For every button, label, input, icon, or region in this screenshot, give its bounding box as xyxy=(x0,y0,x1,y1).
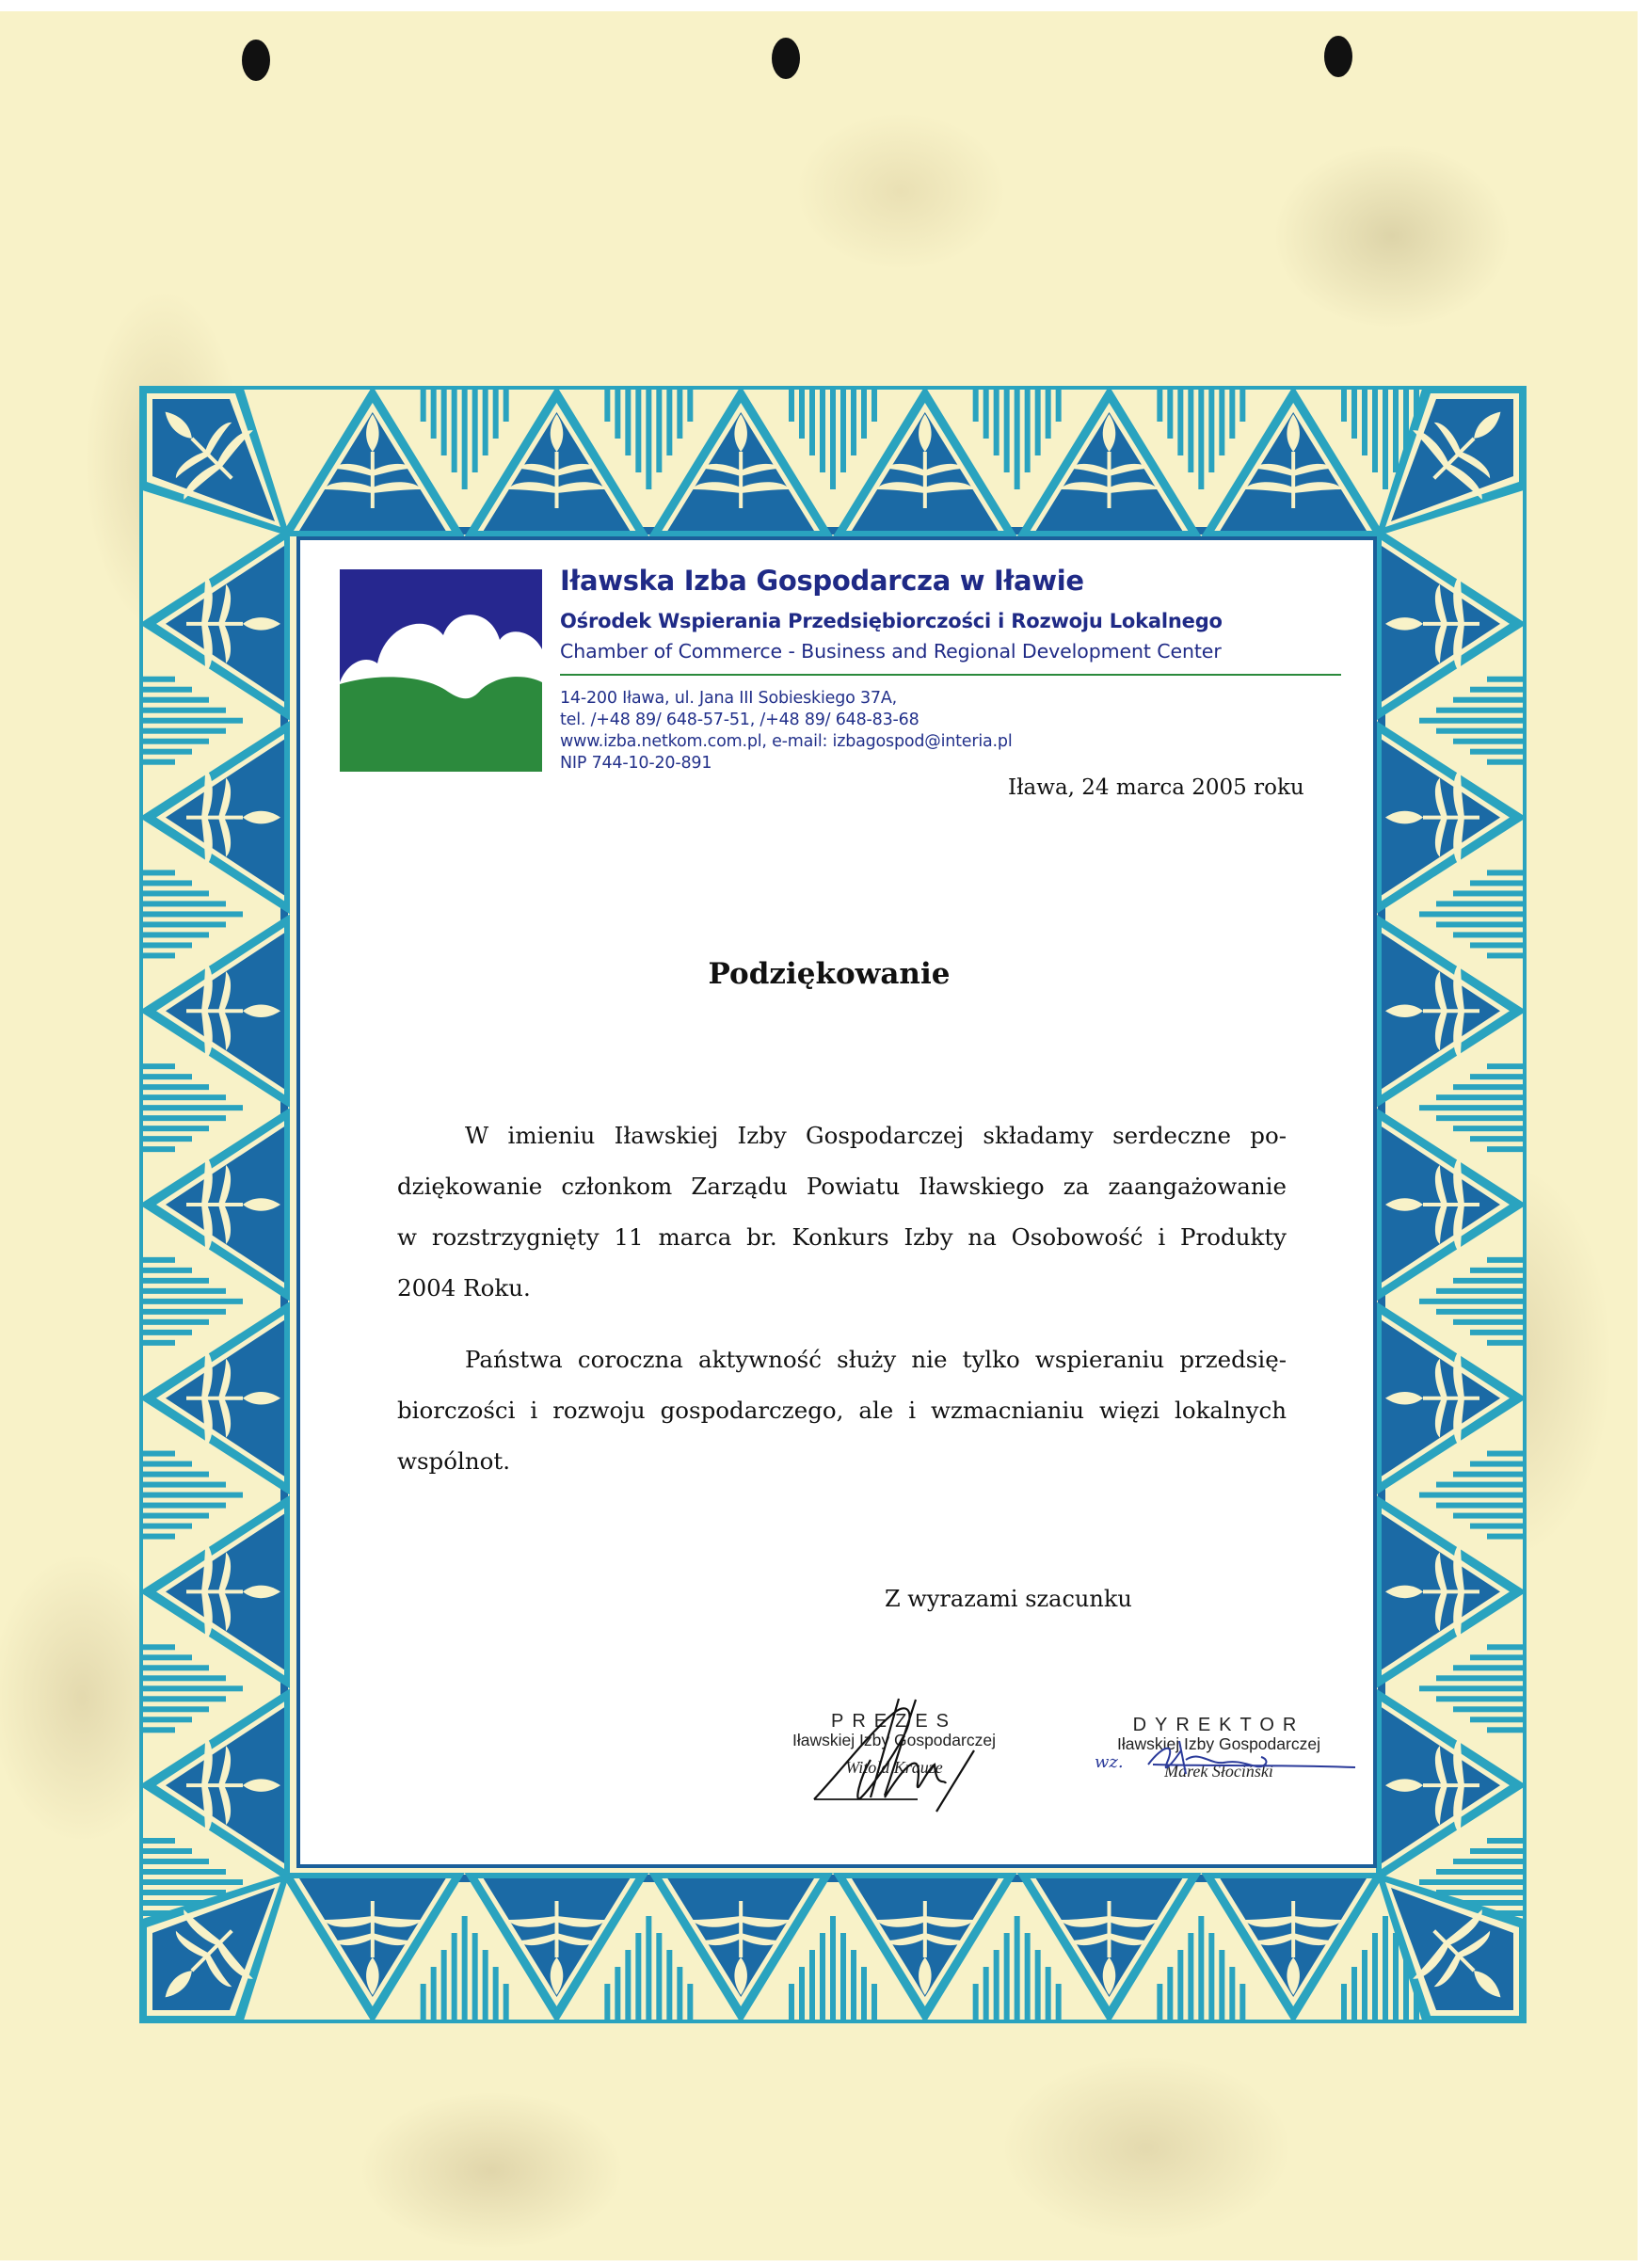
stripe xyxy=(462,1916,468,2020)
paragraph-1 xyxy=(397,1110,1287,1314)
stripe xyxy=(1470,749,1523,755)
stripe xyxy=(1453,890,1523,896)
stripe xyxy=(1453,697,1523,703)
stripe xyxy=(1167,1967,1173,2020)
stripe xyxy=(1453,1472,1523,1477)
stripe xyxy=(1229,386,1235,439)
closing-phrase: Z wyrazami szacunku xyxy=(885,1586,1132,1612)
stripe xyxy=(1436,1696,1523,1701)
stripe xyxy=(139,1094,226,1100)
stripe xyxy=(1470,1461,1523,1467)
organization-subtitle-en: Chamber of Commerce - Business and Regional Development Center xyxy=(560,640,1222,663)
stripe xyxy=(1046,386,1051,439)
stripe xyxy=(615,1967,620,2020)
stripe xyxy=(139,901,226,906)
stripe xyxy=(1362,1950,1367,2020)
stripe xyxy=(139,1859,209,1864)
stripe xyxy=(809,386,815,455)
stripe xyxy=(139,1461,192,1467)
stripe xyxy=(1208,386,1214,472)
stripe xyxy=(139,697,209,703)
stripe xyxy=(1470,1330,1523,1335)
stripe xyxy=(635,1933,641,2020)
letterhead-divider xyxy=(560,674,1341,676)
cloud-hill-logo xyxy=(340,569,542,772)
stripe xyxy=(1487,1451,1523,1457)
stripe xyxy=(1470,1268,1523,1273)
stripe xyxy=(139,1126,209,1131)
punch-hole xyxy=(772,38,800,79)
stripe xyxy=(139,1534,175,1540)
stripe xyxy=(1015,1916,1020,2020)
stripe xyxy=(656,1933,662,2020)
stripe xyxy=(1208,1933,1214,2020)
stripe xyxy=(1229,1967,1235,2020)
stripe xyxy=(139,1146,175,1152)
stripe xyxy=(421,1984,426,2020)
stripe xyxy=(1487,1340,1523,1346)
stripe xyxy=(139,1644,175,1650)
stripe xyxy=(139,870,175,875)
stripe xyxy=(1177,386,1183,455)
stripe xyxy=(1372,386,1378,472)
stripe xyxy=(604,1984,610,2020)
stripe xyxy=(1239,386,1245,422)
handwritten-signature xyxy=(1143,1736,1360,1783)
stripe xyxy=(1383,386,1388,489)
stripe xyxy=(656,386,662,472)
stripe xyxy=(1436,1503,1523,1509)
stripe xyxy=(462,386,468,489)
stripe xyxy=(139,1685,243,1691)
stripe xyxy=(1487,677,1523,682)
stripe xyxy=(1453,1319,1523,1325)
stripe xyxy=(1177,1950,1183,2020)
stripe xyxy=(1372,1933,1378,2020)
stripe xyxy=(1419,1105,1523,1110)
stripe xyxy=(139,1848,192,1854)
stripe xyxy=(799,1967,805,2020)
stripe xyxy=(1341,1984,1347,2020)
stripe xyxy=(452,1933,457,2020)
stripe xyxy=(493,386,499,439)
stripe xyxy=(1453,932,1523,937)
punch-hole xyxy=(242,40,270,81)
stripe xyxy=(139,718,243,724)
stripe xyxy=(139,880,192,886)
stripe xyxy=(1419,911,1523,917)
stripe xyxy=(1436,1115,1523,1121)
stripe xyxy=(139,1278,209,1284)
stripe xyxy=(840,1933,846,2020)
stripe xyxy=(820,386,825,472)
stripe xyxy=(139,1482,226,1488)
stripe xyxy=(139,1074,192,1079)
stripe xyxy=(871,386,877,422)
stripe xyxy=(994,1950,999,2020)
stripe xyxy=(139,1493,243,1498)
stripe xyxy=(139,911,243,917)
stripe xyxy=(139,1879,243,1885)
stripe xyxy=(1453,1126,1523,1131)
stripe xyxy=(139,1105,243,1110)
stripe xyxy=(1341,386,1347,422)
stripe xyxy=(504,1984,509,2020)
stripe xyxy=(871,1984,877,2020)
stripe xyxy=(1419,1299,1523,1304)
stripe xyxy=(1453,1084,1523,1090)
stripe xyxy=(994,386,999,455)
web-email[interactable]: www.izba.netkom.com.pl, e-mail: izbagospod@interia.pl xyxy=(560,732,1013,751)
stripe xyxy=(1487,1063,1523,1069)
signature-org: Iławskiej Izby Gospodarczej xyxy=(1117,1734,1320,1753)
stripe xyxy=(625,386,631,455)
signature-prefix: wz. xyxy=(1095,1752,1124,1772)
stripe xyxy=(1419,1493,1523,1498)
stripe xyxy=(1383,1916,1388,2020)
stripe xyxy=(1436,1482,1523,1488)
stripe xyxy=(1035,386,1041,455)
stripe xyxy=(983,1967,989,2020)
stripe xyxy=(604,386,610,422)
stripe xyxy=(1219,1950,1224,2020)
stripe xyxy=(1351,386,1357,439)
stripe xyxy=(861,386,867,439)
letter-title: Podziękowanie xyxy=(708,957,951,991)
body-line: biorczości i rozwoju gospodarczego, ale i wzmacnianiu więzi lokalnych xyxy=(397,1397,1287,1424)
stripe xyxy=(1470,687,1523,693)
signature-role: PREZES xyxy=(830,1711,958,1732)
stripe xyxy=(1198,1916,1204,2020)
stripe xyxy=(139,1115,226,1121)
stripe xyxy=(646,386,651,489)
stripe xyxy=(1487,1838,1523,1844)
stripe xyxy=(861,1967,867,2020)
stripe xyxy=(1025,386,1031,472)
stripe xyxy=(139,932,209,937)
stripe xyxy=(139,1696,226,1701)
stripe xyxy=(809,1950,815,2020)
stripe xyxy=(646,1916,651,2020)
stripe xyxy=(421,386,426,422)
stripe xyxy=(789,1984,794,2020)
stripe xyxy=(139,1472,209,1477)
stripe xyxy=(851,386,856,455)
stripe xyxy=(1436,1675,1523,1681)
stripe xyxy=(1453,1859,1523,1864)
stripe xyxy=(139,759,175,765)
stripe xyxy=(1487,1534,1523,1540)
stripe xyxy=(1453,1278,1523,1284)
paragraph-2 xyxy=(397,1334,1287,1487)
stripe xyxy=(139,1084,209,1090)
nip-number: NIP 744-10-20-891 xyxy=(560,754,712,773)
stripe xyxy=(1436,1309,1523,1315)
stripe xyxy=(687,1984,693,2020)
stripe xyxy=(1470,942,1523,948)
stripe xyxy=(1167,386,1173,439)
stripe xyxy=(139,1136,192,1142)
body-line: W imieniu Iławskiej Izby Gospodarczej składamy serdeczne po- xyxy=(465,1122,1287,1149)
stripe xyxy=(431,1967,437,2020)
stripe xyxy=(139,1299,243,1304)
stripe xyxy=(1046,1967,1051,2020)
stripe xyxy=(1188,386,1193,472)
stripe xyxy=(1487,1257,1523,1263)
stripe xyxy=(139,1654,192,1660)
stripe xyxy=(1035,1950,1041,2020)
stripe xyxy=(139,1319,209,1325)
stripe xyxy=(1453,1513,1523,1519)
stripe xyxy=(139,677,175,682)
stripe xyxy=(1056,1984,1062,2020)
stripe xyxy=(1419,1685,1523,1691)
stripe xyxy=(1470,1717,1523,1722)
phone: tel. /+48 89/ 648-57-51, /+48 89/ 648-83-68 xyxy=(560,711,919,729)
stripe xyxy=(677,1967,682,2020)
address: 14-200 Iława, ul. Jana III Sobieskiego 37A, xyxy=(560,689,897,708)
stripe xyxy=(820,1933,825,2020)
stripe xyxy=(1470,1654,1523,1660)
stripe xyxy=(139,1503,226,1509)
stripe xyxy=(1419,718,1523,724)
stripe xyxy=(973,386,979,422)
signature-name: Marek Słociński xyxy=(1164,1762,1273,1781)
stripe xyxy=(840,386,846,472)
stripe xyxy=(1004,1933,1010,2020)
stripe xyxy=(139,921,226,927)
stripe xyxy=(1453,739,1523,744)
stripe xyxy=(139,1330,192,1335)
handwritten-signature xyxy=(805,1694,993,1816)
signature-name: Witold Krauze xyxy=(845,1758,943,1777)
stripe xyxy=(139,739,209,744)
stripe xyxy=(1056,386,1062,422)
stripe xyxy=(504,386,509,422)
stripe xyxy=(973,1984,979,2020)
signature-role: DYREKTOR xyxy=(1132,1715,1305,1735)
body-line: 2004 Roku. xyxy=(397,1274,531,1302)
stripe xyxy=(687,386,693,422)
stripe xyxy=(1470,1848,1523,1854)
stripe xyxy=(1436,1869,1523,1875)
stripe xyxy=(483,386,488,455)
stripe xyxy=(615,386,620,439)
stripe xyxy=(1436,1288,1523,1294)
signature-org: Iławskiej Izby Gospodarczej xyxy=(792,1731,996,1749)
letter-date: Iława, 24 marca 2005 roku xyxy=(1008,775,1304,800)
stripe xyxy=(1157,1984,1162,2020)
stripe xyxy=(635,386,641,472)
stripe xyxy=(1470,1074,1523,1079)
organization-subtitle-pl: Ośrodek Wspierania Przedsiębiorczości i Rozwoju Lokalnego xyxy=(560,610,1223,632)
stripe xyxy=(139,1063,175,1069)
stripe xyxy=(493,1967,499,2020)
stripe xyxy=(666,1950,672,2020)
body-line: wspólnot. xyxy=(397,1447,510,1475)
stripe xyxy=(139,687,192,693)
stripe xyxy=(1025,1933,1031,2020)
stripe xyxy=(441,1950,447,2020)
stripe xyxy=(139,942,192,948)
stripe xyxy=(1004,386,1010,472)
stripe xyxy=(139,1838,175,1844)
stripe xyxy=(139,1451,175,1457)
body-line: Państwa coroczna aktywność służy nie tylko wspieraniu przedsię- xyxy=(465,1346,1287,1373)
stripe xyxy=(1436,1890,1523,1895)
stripe xyxy=(1487,870,1523,875)
stripe xyxy=(983,386,989,439)
stripe xyxy=(830,386,836,489)
stripe xyxy=(472,1933,478,2020)
stripe xyxy=(483,1950,488,2020)
stripe xyxy=(1188,1933,1193,2020)
stripe xyxy=(139,1717,192,1722)
stripe xyxy=(139,708,226,713)
stripe xyxy=(1436,901,1523,906)
stripe xyxy=(1436,1094,1523,1100)
stripe xyxy=(1015,386,1020,489)
stripe xyxy=(1436,921,1523,927)
stripe xyxy=(139,1309,226,1315)
stripe xyxy=(1487,1644,1523,1650)
stripe xyxy=(139,1706,209,1712)
stripe xyxy=(1219,386,1224,455)
stripe xyxy=(139,1869,226,1875)
stripe xyxy=(799,386,805,439)
stripe xyxy=(139,1268,192,1273)
stripe xyxy=(830,1916,836,2020)
stripe xyxy=(139,1513,209,1519)
stripe xyxy=(1453,1665,1523,1670)
stripe xyxy=(1487,1146,1523,1152)
stripe xyxy=(1470,1524,1523,1529)
organization-name: Iławska Izba Gospodarcza w Iławie xyxy=(560,565,1084,597)
punch-hole xyxy=(1324,36,1352,77)
stripe xyxy=(139,1665,209,1670)
stripe xyxy=(139,1340,175,1346)
stripe xyxy=(851,1950,856,2020)
stripe xyxy=(139,728,226,734)
stripe xyxy=(441,386,447,455)
stripe xyxy=(139,1288,226,1294)
stripe xyxy=(139,1727,175,1733)
stripe xyxy=(1393,386,1399,472)
stripe xyxy=(1362,386,1367,455)
stripe xyxy=(1436,728,1523,734)
stripe xyxy=(139,1524,192,1529)
stripe xyxy=(677,386,682,439)
stripe xyxy=(1436,708,1523,713)
stripe xyxy=(625,1950,631,2020)
stripe xyxy=(1470,880,1523,886)
stripe xyxy=(139,1890,226,1895)
stripe xyxy=(1487,1727,1523,1733)
stripe xyxy=(1453,1706,1523,1712)
stripe xyxy=(1487,759,1523,765)
stripe xyxy=(1393,1933,1399,2020)
stripe xyxy=(472,386,478,472)
body-line: w rozstrzygnięty 11 marca br. Konkurs Izby na Osobowość i Produkty xyxy=(397,1223,1287,1251)
stripe xyxy=(139,749,192,755)
stripe xyxy=(431,386,437,439)
stripe xyxy=(1157,386,1162,422)
stripe xyxy=(139,1675,226,1681)
stripe xyxy=(1239,1984,1245,2020)
stripe xyxy=(1351,1967,1357,2020)
stripe xyxy=(789,386,794,422)
stripe xyxy=(1419,1879,1523,1885)
body-line: dziękowanie członkom Zarządu Powiatu Iławskiego za zaangażowanie xyxy=(397,1173,1287,1200)
stripe xyxy=(1198,386,1204,489)
stripe xyxy=(666,386,672,455)
stripe xyxy=(1470,1136,1523,1142)
stripe xyxy=(452,386,457,472)
stripe xyxy=(139,1257,175,1263)
stripe xyxy=(139,890,209,896)
